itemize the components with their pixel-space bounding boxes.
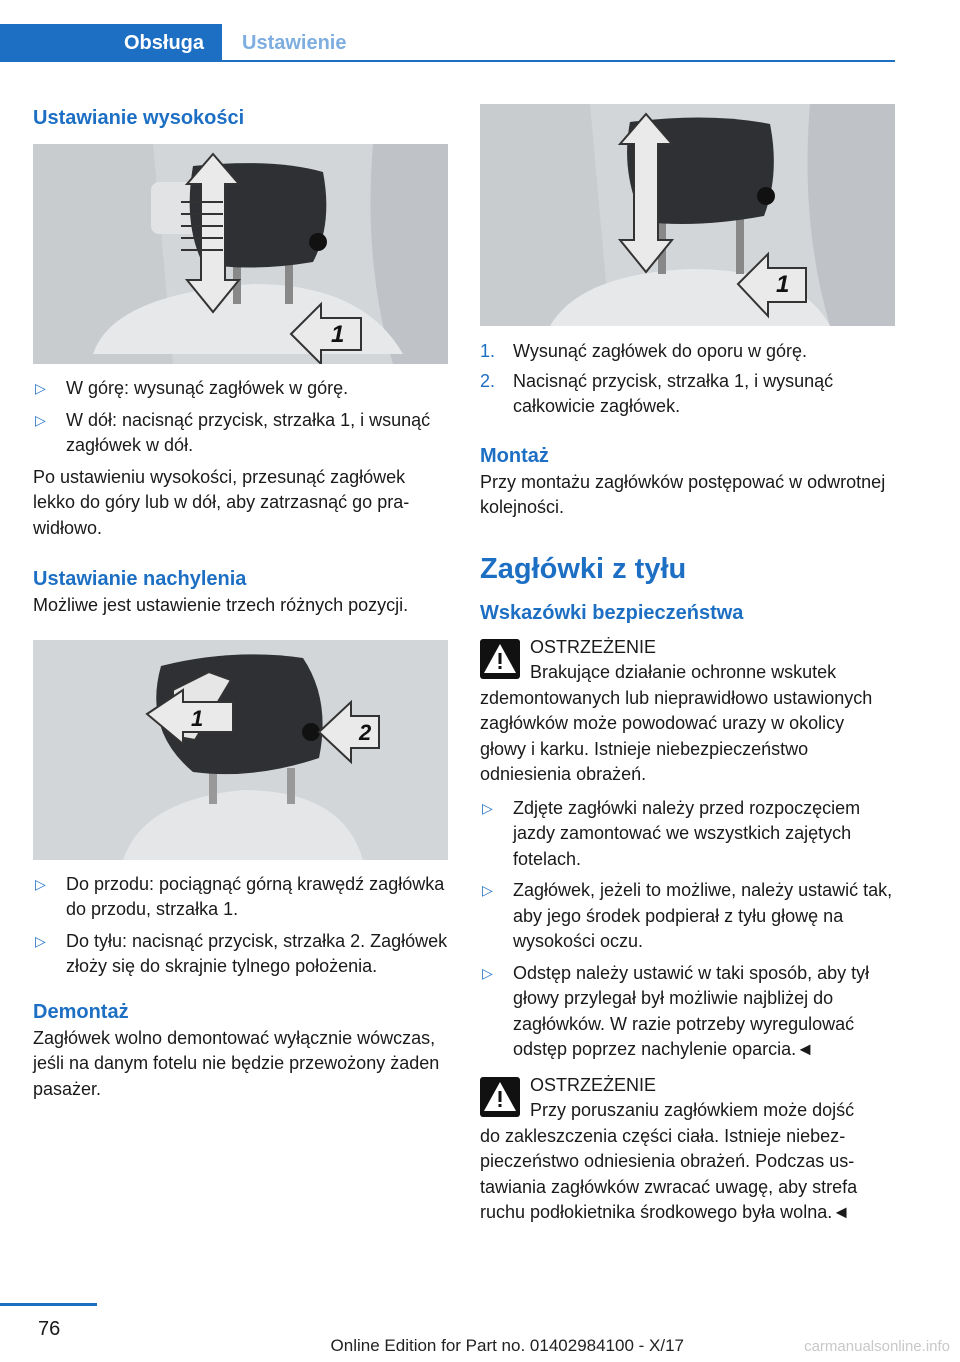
heading-rear-headrests: Zagłówki z tyłu xyxy=(480,552,687,585)
warning-block-1 xyxy=(480,635,895,788)
headrest-height-illustration xyxy=(33,144,448,364)
safety-bullets xyxy=(480,796,895,1063)
warning-line: Przy poruszaniu zagłówkiem może dojść xyxy=(530,1100,855,1120)
tilt-paragraph: Możliwe jest ustawienie trzech różnych pozycji. xyxy=(33,595,409,615)
mount-paragraph: Przy montażu zagłówków postępować w odwrotnej kolejności. xyxy=(480,471,886,517)
warning-icon xyxy=(480,639,520,679)
height-bullets xyxy=(33,376,448,459)
arrow-label-2: 2 xyxy=(359,719,372,745)
list-item: ▷ Do przodu: pociągnąć górną krawędź zagłówka do przodu, strzałka 1. xyxy=(35,873,445,919)
list-item: 2. Nacisnąć przycisk, strzałka 1, i wysunąć całkowicie zagłówek. xyxy=(480,370,834,416)
height-paragraph: Po ustawieniu wysokości, przesunąć zagłówek lekko do góry lub w dół, aby zatrzasnąć go prawidłowo. xyxy=(33,466,410,538)
heading-mount: Montaż xyxy=(480,444,549,467)
warning-title: OSTRZEŻENIE xyxy=(530,1074,657,1095)
headrest-removal-illustration xyxy=(480,104,895,326)
tab-underline xyxy=(222,60,895,62)
arrow-label-1: 1 xyxy=(191,705,204,731)
footer-rule xyxy=(0,1303,97,1306)
figure-height-adjust xyxy=(33,144,448,364)
headrest-tilt-illustration xyxy=(33,640,448,860)
arrow-label-1: 1 xyxy=(331,321,345,348)
heading-safety: Wskazówki bezpieczeństwa xyxy=(480,601,744,624)
watermark: carmanualsonline.info xyxy=(804,1338,950,1355)
list-item: ▷ Do tyłu: nacisnąć przycisk, strzałka 2. Zagłówek złoży się do skrajnie tylnego położenia. xyxy=(35,930,448,976)
left-column xyxy=(33,104,448,1102)
tilt-bullets xyxy=(33,872,448,980)
figure-tilt-adjust xyxy=(33,640,448,860)
warning-text: zdemontowanych lub nieprawidłowo ustawionych zagłówków może powodować urazy w okolicy głowy i karku. Istnieje niebezpieczeństwo odniesienia obrażeń. xyxy=(480,687,873,784)
removal-steps xyxy=(480,339,895,420)
list-item: ▷ Odstęp należy ustawić w taki sposób, aby tył głowy przylegał był możliwie najbliżej do zagłówków. W razie potrzeby wyregulować odstęp poprzez nachylenie oparcia.◄ xyxy=(482,962,870,1059)
page-number: 76 xyxy=(38,1318,61,1340)
heading-tilt: Ustawianie nachylenia xyxy=(33,568,247,590)
list-item: ▷ W górę: wysunąć zagłówek w górę. xyxy=(35,378,349,398)
right-column xyxy=(480,104,895,1226)
header-tabs xyxy=(0,24,895,62)
heading-height: Ustawianie wysokości xyxy=(33,107,245,129)
warning-icon xyxy=(480,1077,520,1117)
tab-ustawienie[interactable]: Ustawienie xyxy=(242,31,347,54)
list-item: ▷ W dół: nacisnąć przycisk, strzałka 1, i wsunąć zagłówek w dół. xyxy=(35,409,431,455)
warning-block-2 xyxy=(480,1073,895,1226)
figure-removal xyxy=(480,104,895,326)
warning-line: Brakujące działanie ochronne wskutek xyxy=(530,662,837,682)
list-item: ▷ Zagłówek, jeżeli to możliwe, należy ustawić tak, aby jego środek podpierał z tyłu głowę na wysokości oczu. xyxy=(482,880,893,951)
warning-title: OSTRZEŻENIE xyxy=(530,636,657,657)
remove-paragraph: Zagłówek wolno demontować wyłącznie wówczas, jeśli na danym fotelu nie będzie przewożony żaden pasażer. xyxy=(33,1027,440,1099)
arrow-label-1: 1 xyxy=(776,271,790,298)
list-item: ▷ Zdjęte zagłówki należy przed rozpoczęciem jazdy zamontować we wszystkich zajętych fotelach. xyxy=(482,797,861,869)
edition-footer: Online Edition for Part no. 01402984100 - X/17 xyxy=(330,1336,684,1355)
tab-obsluga[interactable]: Obsługa xyxy=(0,24,222,62)
list-item: 1. Wysunąć zagłówek do oporu w górę. xyxy=(480,341,807,361)
warning-text: do zakleszczenia części ciała. Istnieje niebezpieczeństwo odniesienia obrażeń. Podczas ustawiania zagłówków zwracać uwagę, aby strefa ruchu podłokietnika środkowego była wolna.◄ xyxy=(480,1125,858,1222)
heading-remove: Demontaż xyxy=(33,1000,129,1023)
